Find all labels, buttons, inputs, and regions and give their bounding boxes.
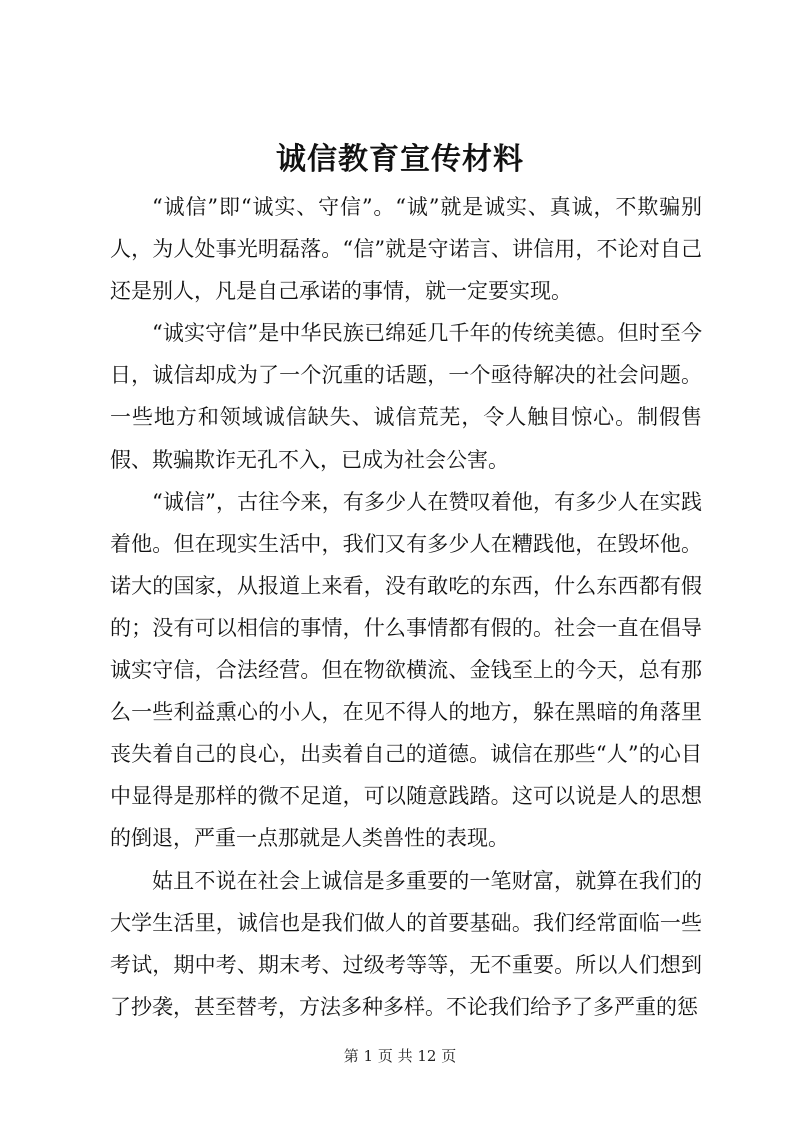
- paragraph-4: 姑且不说在社会上诚信是多重要的一笔财富，就算在我们的大学生活里，诚信也是我们做人的首要基础。我们经常面临一些考试，期中考、期末考、过级考等等，无不重要。所以人们想到了抄袭，甚至替考，方法多种多样。不论我们给予了多严重的惩: [110, 868, 702, 1019]
- document-title: 诚信教育宣传材料: [276, 142, 524, 177]
- paragraph-3: “诚信”，古往今来，有多少人在赞叹着他，有多少人在实践着他。但在现实生活中，我们又有多少人在糟践他，在毁坏他。诺大的国家，从报道上来看，没有敢吃的东西，什么东西都有假的；没有可以相信的事情，什么事情都有假的。社会一直在倡导诚实守信，合法经营。但在物欲横流、金钱至上的今天，总有那么一些利益熏心的小人，在见不得人的地方，躲在黑暗的角落里丧失着自己的良心，出卖着自己的道德。诚信在那些“人”的心目中显得是那样的微不足道，可以随意践踏。这可以说是人的思想的倒退，严重一点那就是人类兽性的表现。: [110, 489, 702, 851]
- page-number-footer: 第 1 页 共 12 页: [343, 1047, 457, 1065]
- paragraph-2: “诚实守信”是中华民族已绵延几千年的传统美德。但时至今日，诚信却成为了一个沉重的话题，一个亟待解决的社会问题。一些地方和领域诚信缺失、诚信荒芜，令人触目惊心。制假售假、欺骗欺诈无孔不入，已成为社会公害。: [110, 321, 702, 472]
- document-body: [110, 186, 702, 1028]
- paragraph-1: “诚信”即“诚实、守信”。“诚”就是诚实、真诚，不欺骗别人，为人处事光明磊落。“信”就是守诺言、讲信用，不论对自己还是别人，凡是自己承诺的事情，就一定要实现。: [110, 195, 702, 304]
